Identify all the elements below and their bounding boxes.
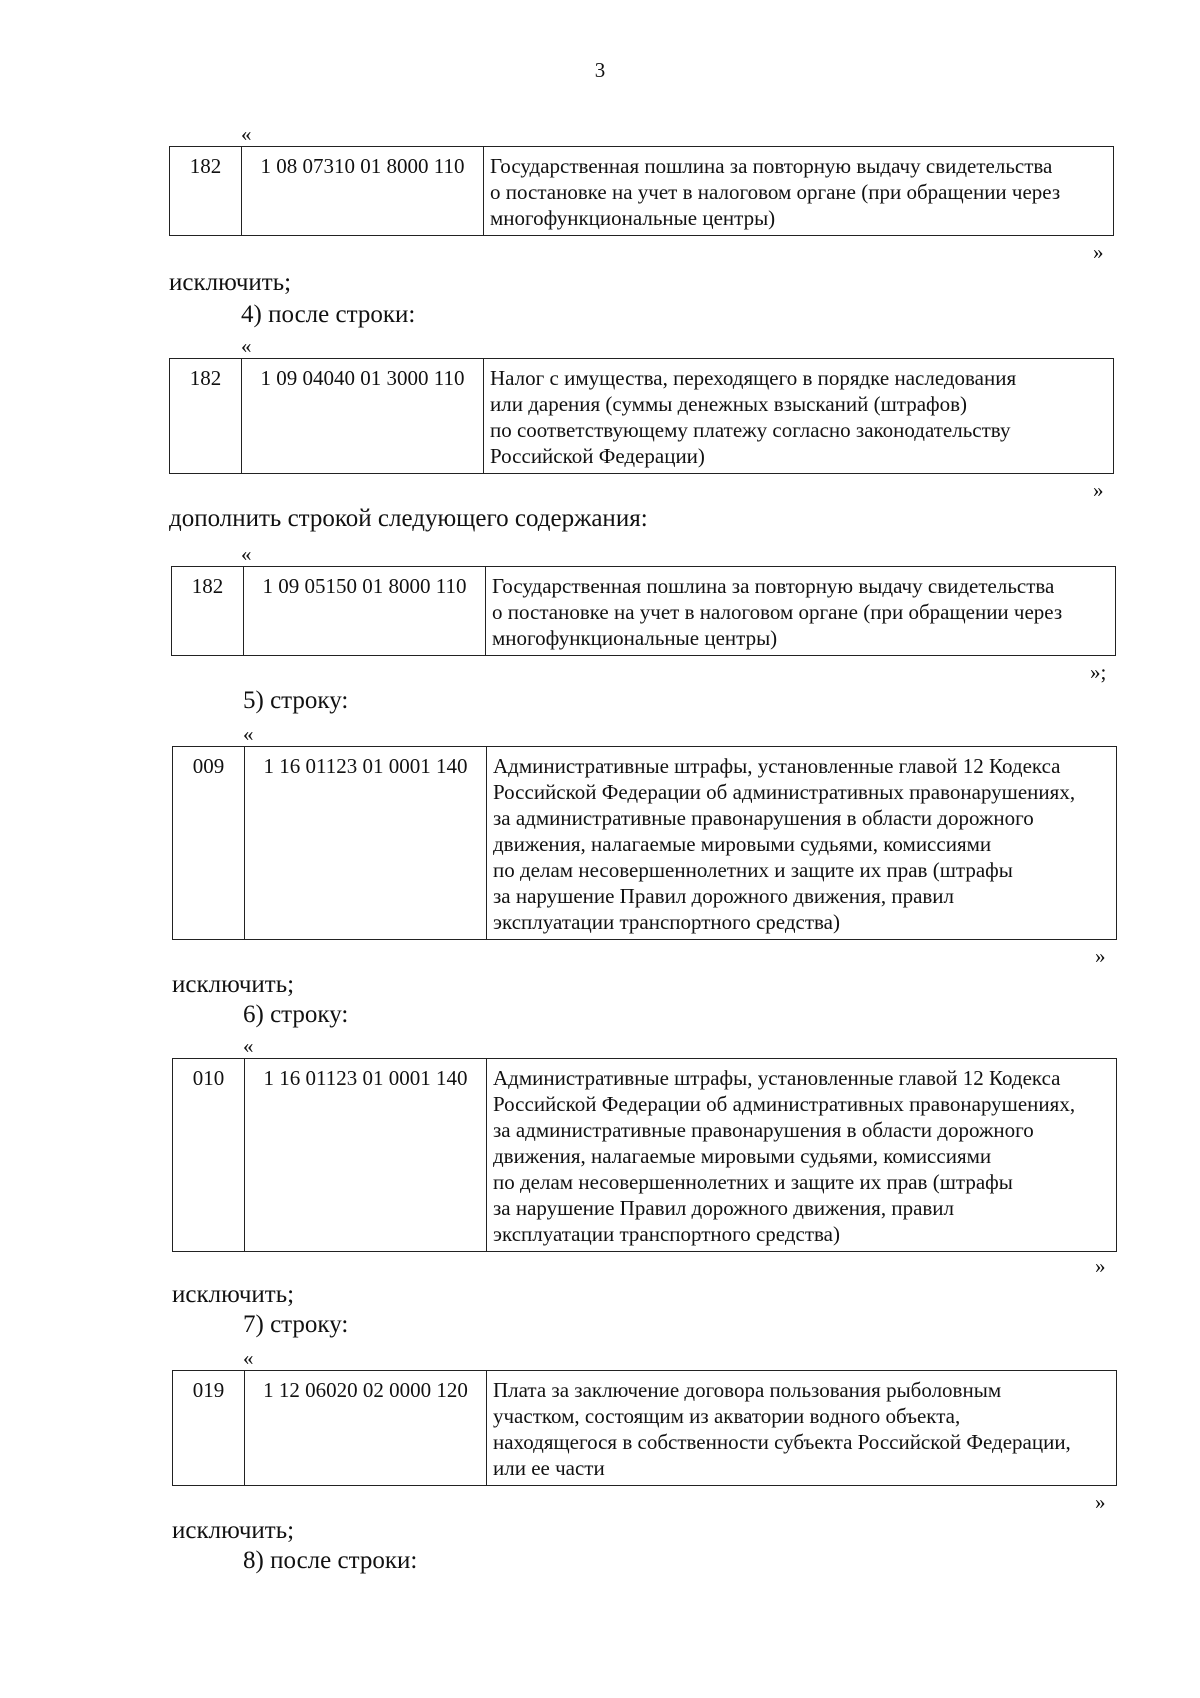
page-number: 3 [594, 58, 606, 82]
revenue-name-line: эксплуатации транспортного средства) [493, 910, 840, 934]
revenue-name-line: за административные правонарушения в области дорожного [493, 1118, 1034, 1142]
revenue-name-cell [487, 1059, 1117, 1252]
revenue-name-line: участком, состоящим из акватории водного объекта, [493, 1404, 961, 1428]
item-heading: 5) строку: [243, 687, 349, 714]
revenue-name-cell [487, 1371, 1117, 1486]
revenue-name-line: о постановке на учет в налоговом органе (при обращении через [492, 600, 1063, 624]
close-quote: » [1095, 944, 1106, 968]
open-quote: « [243, 1034, 254, 1058]
open-quote: « [241, 122, 252, 146]
revenue-name-line: движения, налагаемые мировыми судьями, комиссиями [493, 1144, 992, 1168]
revenue-name-line: Налог с имущества, переходящего в порядке наследования [490, 366, 1017, 390]
instruction-text: исключить; [172, 1281, 295, 1308]
admin-code-cell: 019 [173, 1371, 245, 1486]
revenue-name-line: движения, налагаемые мировыми судьями, комиссиями [493, 832, 992, 856]
table-row [173, 1371, 1117, 1486]
close-quote: » [1095, 1254, 1106, 1278]
admin-code-cell: 182 [170, 359, 242, 474]
revenue-name-cell [487, 747, 1117, 940]
close-quote: » [1093, 478, 1104, 502]
revenue-name-line: Российской Федерации об административных правонарушениях, [493, 1092, 1076, 1116]
table-row [173, 1059, 1117, 1252]
revenue-name-line: Российской Федерации об административных правонарушениях, [493, 780, 1076, 804]
table-row [170, 147, 1114, 236]
revenue-name-cell [484, 147, 1114, 236]
close-quote: » [1095, 1490, 1106, 1514]
budget-classification-code-cell: 1 12 06020 02 0000 120 [245, 1371, 487, 1486]
budget-classification-code-cell: 1 08 07310 01 8000 110 [242, 147, 484, 236]
revenue-name-line: Административные штрафы, установленные главой 12 Кодекса [493, 1066, 1061, 1090]
instruction-text: исключить; [172, 971, 295, 998]
revenue-name-line: находящегося в собственности субъекта Российской Федерации, [493, 1430, 1071, 1454]
item-heading: 4) после строки: [241, 301, 416, 328]
revenue-name-line: или дарения (суммы денежных взысканий (штрафов) [490, 392, 968, 416]
revenue-name-line: по делам несовершеннолетних и защите их прав (штрафы [493, 1170, 1013, 1194]
budget-code-table [171, 566, 1116, 656]
table-row [170, 359, 1114, 474]
open-quote: « [241, 542, 252, 566]
budget-code-table [169, 146, 1114, 236]
close-quote: » [1093, 240, 1104, 264]
revenue-name-line: многофункциональные центры) [490, 206, 776, 230]
revenue-name-line: эксплуатации транспортного средства) [493, 1222, 840, 1246]
revenue-name-line: Административные штрафы, установленные главой 12 Кодекса [493, 754, 1061, 778]
open-quote: « [243, 722, 254, 746]
admin-code-cell: 182 [172, 567, 244, 656]
budget-classification-code-cell: 1 09 04040 01 3000 110 [242, 359, 484, 474]
revenue-name-line: за нарушение Правил дорожного движения, правил [493, 1196, 955, 1220]
revenue-name-cell [486, 567, 1116, 656]
item-heading: 6) строку: [243, 1001, 349, 1028]
revenue-name-line: по делам несовершеннолетних и защите их прав (штрафы [493, 858, 1013, 882]
revenue-name-line: по соответствующему платежу согласно законодательству [490, 418, 1011, 442]
revenue-name-line: о постановке на учет в налоговом органе (при обращении через [490, 180, 1061, 204]
budget-classification-code-cell: 1 09 05150 01 8000 110 [244, 567, 486, 656]
item-heading: 7) строку: [243, 1311, 349, 1338]
table-row [173, 747, 1117, 940]
instruction-text: исключить; [172, 1517, 295, 1544]
revenue-name-line: Российской Федерации) [490, 444, 705, 468]
budget-code-table [169, 358, 1114, 474]
open-quote: « [243, 1346, 254, 1370]
instruction-text: исключить; [169, 269, 292, 296]
revenue-name-line: Государственная пошлина за повторную выдачу свидетельства [490, 154, 1053, 178]
budget-classification-code-cell: 1 16 01123 01 0001 140 [245, 747, 487, 940]
admin-code-cell: 182 [170, 147, 242, 236]
revenue-name-line: Государственная пошлина за повторную выдачу свидетельства [492, 574, 1055, 598]
budget-code-table [172, 1058, 1117, 1252]
budget-code-table [172, 1370, 1117, 1486]
revenue-name-line: или ее части [493, 1456, 605, 1480]
item-heading: 8) после строки: [243, 1547, 418, 1574]
revenue-name-line: Плата за заключение договора пользования рыболовным [493, 1378, 1002, 1402]
revenue-name-line: за нарушение Правил дорожного движения, правил [493, 884, 955, 908]
budget-classification-code-cell: 1 16 01123 01 0001 140 [245, 1059, 487, 1252]
open-quote: « [241, 334, 252, 358]
admin-code-cell: 009 [173, 747, 245, 940]
budget-code-table [172, 746, 1117, 940]
close-quote-semicolon: »; [1090, 660, 1107, 684]
table-row [172, 567, 1116, 656]
instruction-text: дополнить строкой следующего содержания: [169, 505, 648, 532]
revenue-name-line: многофункциональные центры) [492, 626, 778, 650]
admin-code-cell: 010 [173, 1059, 245, 1252]
revenue-name-line: за административные правонарушения в области дорожного [493, 806, 1034, 830]
revenue-name-cell [484, 359, 1114, 474]
